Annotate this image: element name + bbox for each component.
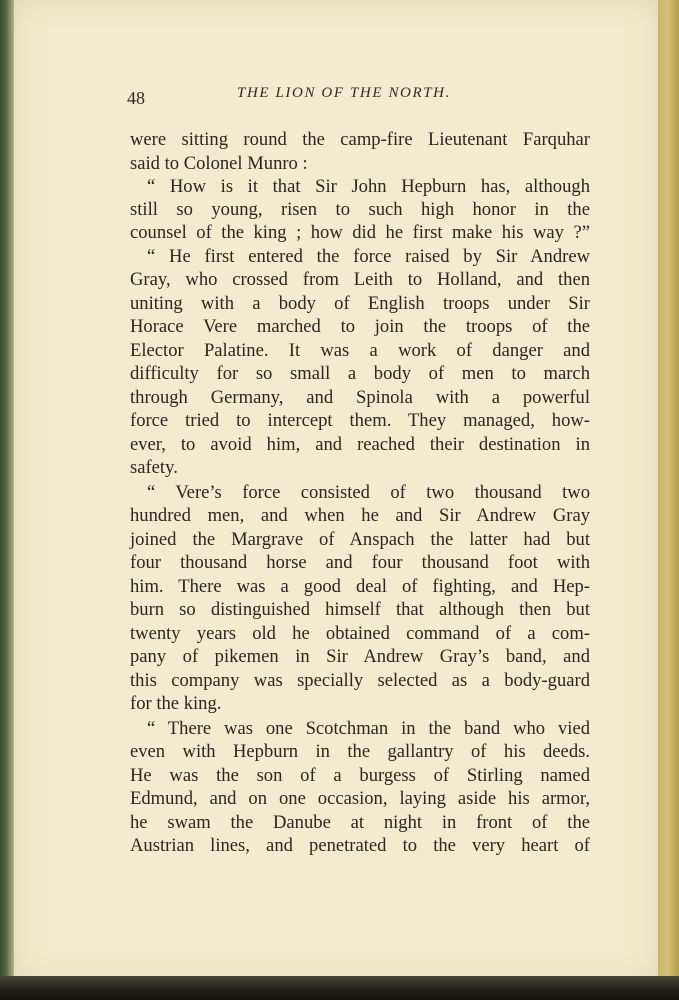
text-line: Edmund, and on one occasion, laying aside his armor,: [130, 788, 590, 809]
text-line: four thousand horse and four thousand foot with: [130, 552, 590, 573]
text-line: force tried to intercept them. They managed, how-: [130, 410, 590, 431]
text-line: he swam the Danube at night in front of the: [130, 812, 590, 833]
text-line: He was the son of a burgess of Stirling named: [130, 765, 590, 786]
text-line: “ How is it that Sir John Hepburn has, although: [147, 176, 590, 197]
text-line: “ There was one Scotchman in the band who vied: [147, 718, 590, 739]
text-line: this company was specially selected as a body-guard: [130, 670, 590, 691]
text-line: said to Colonel Munro :: [130, 153, 308, 174]
text-line: Austrian lines, and penetrated to the very heart of: [130, 835, 590, 856]
text-line: twenty years old he obtained command of a com-: [130, 623, 590, 644]
text-line: counsel of the king ; how did he first make his way ?”: [130, 222, 590, 243]
text-line: for the king.: [130, 693, 222, 714]
text-line: pany of pikemen in Sir Andrew Gray’s band, and: [130, 646, 590, 667]
text-line: even with Hepburn in the gallantry of his deeds.: [130, 741, 590, 762]
text-line: Horace Vere marched to join the troops of the: [130, 316, 590, 337]
text-line: uniting with a body of English troops under Sir: [130, 293, 590, 314]
page-stack-edge: [658, 0, 679, 1000]
text-line: ever, to avoid him, and reached their destination in: [130, 434, 590, 455]
text-line: burn so distinguished himself that although then but: [130, 599, 590, 620]
text-line: hundred men, and when he and Sir Andrew Gray: [130, 505, 590, 526]
page-bottom-shadow: [0, 976, 679, 1000]
text-line: “ Vere’s force consisted of two thousand two: [147, 482, 590, 503]
text-line: joined the Margrave of Anspach the latter had but: [130, 529, 590, 550]
text-line: through Germany, and Spinola with a powerful: [130, 387, 590, 408]
text-line: “ He first entered the force raised by Sir Andrew: [147, 246, 590, 267]
text-line: him. There was a good deal of fighting, and Hep-: [130, 576, 590, 597]
text-line: Gray, who crossed from Leith to Holland, and then: [130, 269, 590, 290]
text-line: safety.: [130, 457, 178, 478]
text-line: difficulty for so small a body of men to march: [130, 363, 590, 384]
text-line: still so young, risen to such high honor in the: [130, 199, 590, 220]
text-line: Elector Palatine. It was a work of danger and: [130, 340, 590, 361]
page-number: 48: [127, 88, 145, 108]
running-head: THE LION OF THE NORTH.: [237, 85, 451, 101]
text-line: were sitting round the camp-fire Lieutenant Farquhar: [130, 129, 590, 150]
